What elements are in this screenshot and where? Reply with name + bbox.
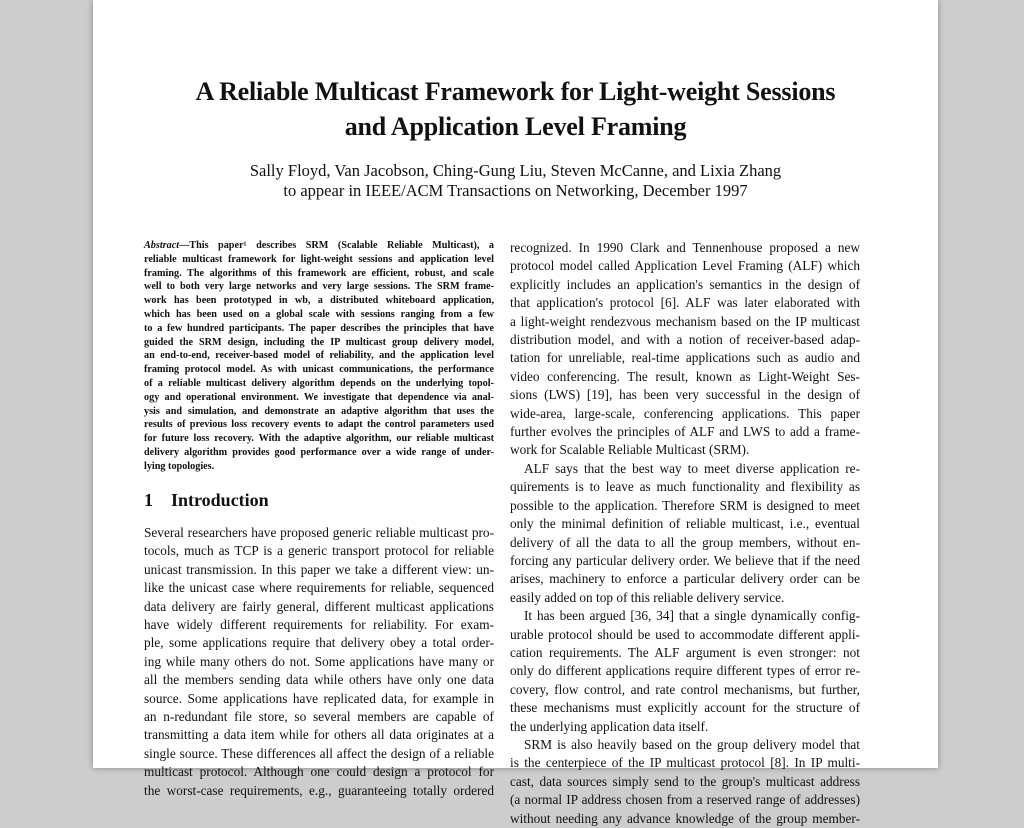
abstract-line: work has been prototyped in wb, a distributed whiteboard application, — [144, 295, 494, 307]
abstract-line: lying topologies. — [144, 460, 215, 472]
abstract-line: results of previous loss recovery events to adapt the control parameters used — [144, 419, 494, 431]
body-line: the worst-case requirements, e.g., guaranteeing totally ordered — [144, 782, 494, 798]
body-line: recognized. In 1990 Clark and Tennenhouse proposed a new — [510, 240, 860, 255]
abstract-line: to a few hundred participants. The paper describes the principles that have — [144, 322, 494, 334]
body-line: (a normal IP address chosen from a reserved range of addresses) — [510, 792, 860, 808]
paper-title — [113, 74, 918, 144]
body-line: tocols, much as TCP is a generic transport protocol for reliable — [144, 543, 494, 559]
body-line: data delivery are fairly general, different multicast applications — [144, 598, 494, 614]
abstract-line: framing. The algorithms of this framework are efficient, robust, and scale — [144, 267, 494, 279]
body-line: ple, some applications require that delivery obey a total order- — [144, 635, 494, 651]
body-line: the underlying application data itself. — [510, 718, 709, 734]
section-number: 1 — [144, 490, 153, 510]
abstract-line: guided the SRM design, including the IP multicast group delivery model, — [144, 336, 494, 348]
abstract-line: which has been used on a global scale with sessions ranging from a few — [144, 308, 494, 320]
body-line: all the members sending data while others have only one data — [144, 672, 494, 688]
body-line: distribution model, and with a notion of receiver-based adap- — [510, 332, 860, 348]
body-line: have widely different requirements for reliability. For exam- — [144, 617, 494, 633]
body-line: easily added on top of this reliable delivery service. — [510, 589, 785, 605]
body-line: video conferencing. The result, known as Light-Weight Ses- — [510, 368, 860, 384]
body-line: only do different applications require different types of error re- — [510, 663, 860, 679]
body-line: Several researchers have proposed generic reliable multicast pro- — [144, 525, 494, 540]
body-line: tation for unreliable, real-time applications such as audio and — [510, 350, 860, 366]
author-block — [113, 161, 918, 201]
abstract-line: ysis and simulation, and demonstrate an adaptive algorithm that uses the — [144, 405, 494, 417]
abstract-line: delivery algorithm provides good performance over a wide range of under- — [144, 446, 494, 458]
body-line: cation requirements. The ALF argument is even stronger: not — [510, 644, 860, 660]
body-line: ALF says that the best way to meet diverse application re- — [524, 460, 860, 476]
body-line: It has been argued [36, 34] that a single dynamically config- — [524, 608, 860, 624]
publication-line: to appear in IEEE/ACM Transactions on Networking, December 1997 — [283, 181, 748, 200]
body-line: is the centerpiece of the IP multicast protocol [8]. In IP multi- — [510, 755, 860, 771]
body-line: like the unicast case where requirements for reliable, sequenced — [144, 580, 494, 596]
abstract-label: Abstract — [144, 240, 180, 251]
abstract-first-line-text: —This paper¹ describes SRM (Scalable Reliable Multicast), a — [179, 240, 494, 251]
abstract-line: ogy and operational environment. We investigate that dependence via anal- — [144, 391, 494, 403]
right-column-body — [510, 239, 860, 828]
abstract-first-line — [144, 239, 494, 253]
left-column-body — [144, 524, 494, 800]
body-line: these mechanisms must explicitly account for the structure of — [510, 700, 860, 716]
paper-page — [93, 0, 938, 826]
body-line: that application's protocol [6]. ALF was later elaborated with — [510, 295, 860, 311]
body-line: SRM is also heavily based on the group delivery model that — [524, 736, 860, 752]
body-line: an n-redundant file store, so several members are capable of — [144, 709, 494, 725]
abstract-line: an end-to-end, receiver-based model of reliability, and the application level — [144, 350, 494, 362]
body-line: multicast protocol. Although one could design a protocol for — [144, 764, 494, 780]
body-line: urable protocol should be used to accommodate different appli- — [510, 626, 860, 642]
body-line: ing while many others do not. Some applications have many or — [144, 653, 494, 669]
body-line: work for Scalable Reliable Multicast (SRM). — [510, 442, 750, 458]
body-line: possible to the application. Therefore SRM is designed to meet — [510, 497, 860, 513]
authors-line: Sally Floyd, Van Jacobson, Ching-Gung Liu, Steven McCanne, and Lixia Zhang — [249, 161, 782, 180]
abstract-line: framing protocol model. As with unicast communications, the performance — [144, 364, 494, 376]
body-line: transmitting a data item while for others all data originates at a — [144, 727, 494, 743]
body-line: arises, machinery to enforce a particular delivery order can be — [510, 571, 860, 587]
body-line: a light-weight rendezvous mechanism based on the IP multicast — [510, 313, 860, 329]
body-line: without needing any advance knowledge of the group member- — [510, 810, 860, 826]
abstract-line: for future loss recovery. With the adaptive algorithm, our reliable multicast — [144, 433, 494, 445]
body-line: protocol model called Application Level Framing (ALF) which — [510, 258, 860, 274]
title-line-1: A Reliable Multicast Framework for Light-weight Sessions — [195, 77, 836, 106]
body-line: further evolves the principles of ALF and LWS to add a frame- — [510, 424, 860, 440]
body-line: delivery of all the data to all the group members, without en- — [510, 534, 860, 550]
body-line: explicitly includes an application's semantics in the design of — [510, 276, 860, 292]
body-line: cast, data sources simply send to the group's multicast address — [510, 773, 860, 789]
abstract-line: of a reliable multicast delivery algorithm depends on the underlying topol- — [144, 377, 494, 389]
body-line: covery, flow control, and rate control mechanisms, but further, — [510, 681, 860, 697]
section-title: Introduction — [171, 490, 269, 510]
body-line: wide-area, large-scale, conferencing applications. This paper — [510, 405, 860, 421]
body-line: only the minimal definition of reliable multicast, i.e., eventual — [510, 516, 860, 532]
abstract-line: reliable multicast framework for light-weight sessions and application level — [144, 253, 494, 265]
body-line: quirements is to leave as much functionality and flexibility as — [510, 479, 860, 495]
body-line: single source. These differences all affect the design of a reliable — [144, 745, 494, 761]
section-heading-introduction — [144, 488, 269, 512]
abstract-lines — [144, 253, 494, 474]
abstract — [144, 239, 494, 474]
body-line: forcing any particular delivery order. We believe that if the need — [510, 552, 860, 568]
body-line: unicast transmission. In this paper we take a different view: un- — [144, 561, 494, 577]
body-line: source. Some applications have replicated data, for example in — [144, 690, 494, 706]
body-line: sions (LWS) [19], has been very successful in the design of — [510, 387, 860, 403]
title-line-2: and Application Level Framing — [344, 112, 687, 141]
abstract-line: well to both very large networks and very large sessions. The SRM frame- — [144, 281, 494, 293]
